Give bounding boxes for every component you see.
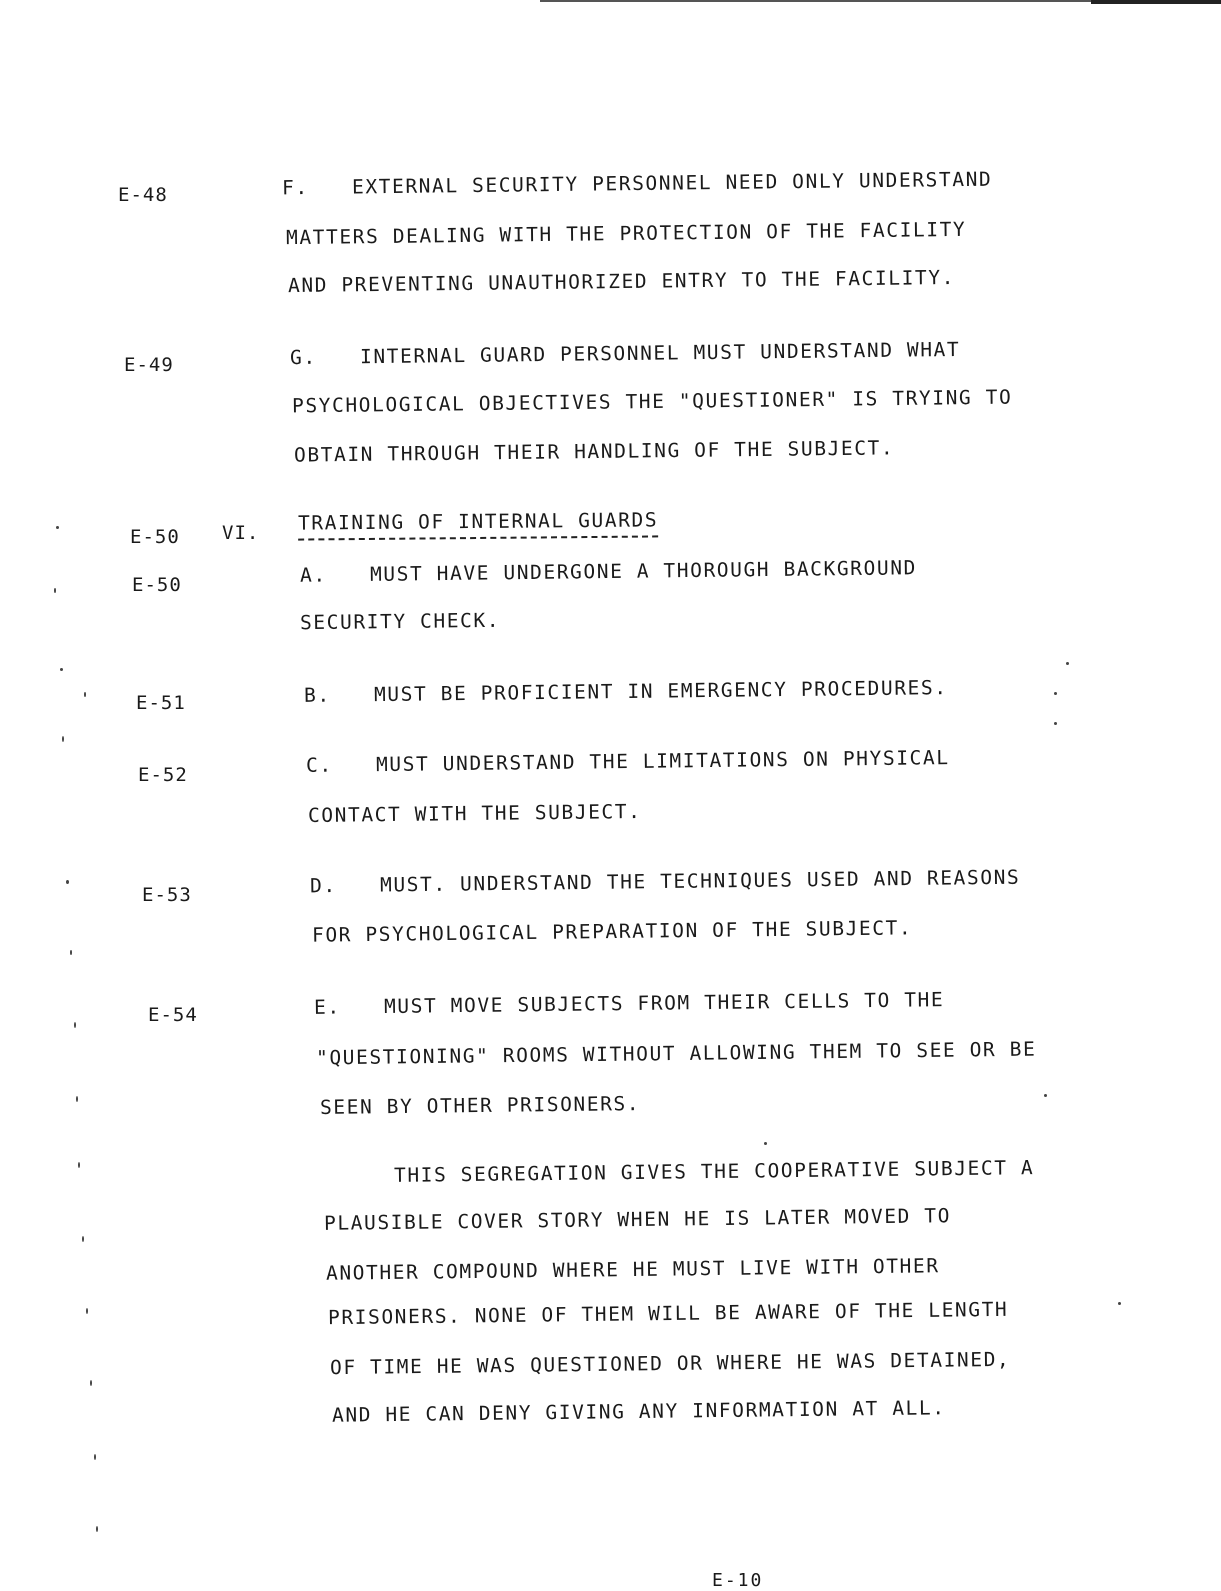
- note-line-2: PLAUSIBLE COVER STORY WHEN HE IS LATER MOVED TO: [323, 1204, 952, 1235]
- item-code-e50a: E-50: [132, 574, 182, 596]
- scan-speck: [74, 1022, 76, 1028]
- item-g-line-2: PSYCHOLOGICAL OBJECTIVES THE "QUESTIONER" IS TRYING TO: [291, 385, 1013, 418]
- item-e-line-2: "QUESTIONING" ROOMS WITHOUT ALLOWING THEM TO SEE OR BE: [315, 1037, 1037, 1070]
- scan-speck: [764, 1142, 767, 1145]
- item-a-line-2: SECURITY CHECK.: [299, 608, 501, 635]
- item-e-text-1: MUST MOVE SUBJECTS FROM THEIR CELLS TO THE: [383, 988, 945, 1018]
- page-number: E-10: [712, 1570, 764, 1591]
- scan-speck: [86, 1308, 88, 1314]
- scan-speck: [78, 1162, 80, 1168]
- note-line-1: THIS SEGREGATION GIVES THE COOPERATIVE SUBJECT A: [393, 1156, 1035, 1187]
- item-code-e54: E-54: [148, 1004, 198, 1026]
- item-f-letter: F.: [281, 176, 309, 200]
- item-a-text-1: MUST HAVE UNDERGONE A THOROUGH BACKGROUND: [369, 556, 918, 586]
- scan-speck: [1054, 692, 1057, 695]
- item-g-text-1: INTERNAL GUARD PERSONNEL MUST UNDERSTAND WHAT: [359, 337, 961, 369]
- item-a-line-1: [300, 556, 917, 587]
- scan-speck: [84, 692, 86, 697]
- section-code-e50: E-50: [130, 526, 180, 548]
- section-heading: [298, 508, 658, 534]
- scan-speck: [62, 736, 64, 742]
- scan-edge-corner: [1091, 0, 1221, 4]
- item-b-text-1: MUST BE PROFICIENT IN EMERGENCY PROCEDURES.: [373, 676, 948, 707]
- item-b-line-1: [304, 676, 948, 707]
- note-line-5: OF TIME HE WAS QUESTIONED OR WHERE HE WAS DETAINED,: [329, 1347, 1011, 1380]
- item-c-line-2: CONTACT WITH THE SUBJECT.: [307, 799, 642, 828]
- item-code-e52: E-52: [138, 764, 188, 786]
- item-g-line-3: OBTAIN THROUGH THEIR HANDLING OF THE SUBJECT.: [293, 436, 895, 467]
- scan-speck: [1054, 722, 1057, 725]
- scan-speck: [96, 1526, 98, 1532]
- item-code-e51: E-51: [136, 692, 186, 714]
- item-g-line-1: [290, 338, 961, 369]
- scan-speck: [82, 1236, 84, 1242]
- scan-speck: [56, 526, 59, 529]
- item-b-letter: B.: [303, 683, 331, 707]
- scan-speck: [1066, 662, 1069, 665]
- item-code-e48: E-48: [118, 184, 168, 206]
- scan-speck: [60, 668, 63, 671]
- scan-speck: [1118, 1302, 1121, 1305]
- item-d-letter: D.: [309, 874, 337, 898]
- item-f-line-2: MATTERS DEALING WITH THE PROTECTION OF THE FACILITY: [285, 217, 967, 250]
- item-code-e53: E-53: [142, 884, 192, 906]
- scan-speck: [90, 1380, 92, 1386]
- item-d-text-1: MUST. UNDERSTAND THE TECHNIQUES USED AND REASONS: [379, 865, 1021, 897]
- item-g-letter: G.: [289, 345, 317, 370]
- scan-speck: [1044, 1094, 1047, 1097]
- item-e-line-1: [314, 988, 945, 1019]
- note-line-6: AND HE CAN DENY GIVING ANY INFORMATION AT ALL.: [331, 1396, 946, 1427]
- item-f-line-1: [282, 168, 993, 200]
- note-line-4: PRISONERS. NONE OF THEM WILL BE AWARE OF THE LENGTH: [327, 1297, 1009, 1330]
- item-c-line-1: [306, 746, 950, 777]
- section-heading-text: TRAINING OF INTERNAL GUARDS: [298, 508, 658, 540]
- item-d-line-1: [310, 866, 1021, 898]
- item-e-line-3: SEEN BY OTHER PRISONERS.: [319, 1092, 641, 1119]
- scan-speck: [66, 880, 69, 884]
- section-numeral: VI.: [222, 522, 260, 544]
- item-f-text-1: EXTERNAL SECURITY PERSONNEL NEED ONLY UNDERSTAND: [351, 167, 993, 199]
- item-f-line-3: AND PREVENTING UNAUTHORIZED ENTRY TO THE FACILITY.: [287, 265, 956, 298]
- scan-speck: [54, 588, 56, 593]
- note-line-3: ANOTHER COMPOUND WHERE HE MUST LIVE WITH OTHER: [325, 1254, 940, 1285]
- scan-speck: [70, 950, 72, 955]
- item-c-text-1: MUST UNDERSTAND THE LIMITATIONS ON PHYSICAL: [375, 746, 950, 777]
- item-e-letter: E.: [313, 995, 341, 1019]
- item-a-letter: A.: [299, 563, 327, 587]
- scan-speck: [76, 1096, 78, 1102]
- item-c-letter: C.: [305, 753, 333, 777]
- item-d-line-2: FOR PSYCHOLOGICAL PREPARATION OF THE SUBJECT.: [311, 916, 913, 947]
- scan-speck: [94, 1454, 96, 1460]
- item-code-e49: E-49: [124, 354, 174, 376]
